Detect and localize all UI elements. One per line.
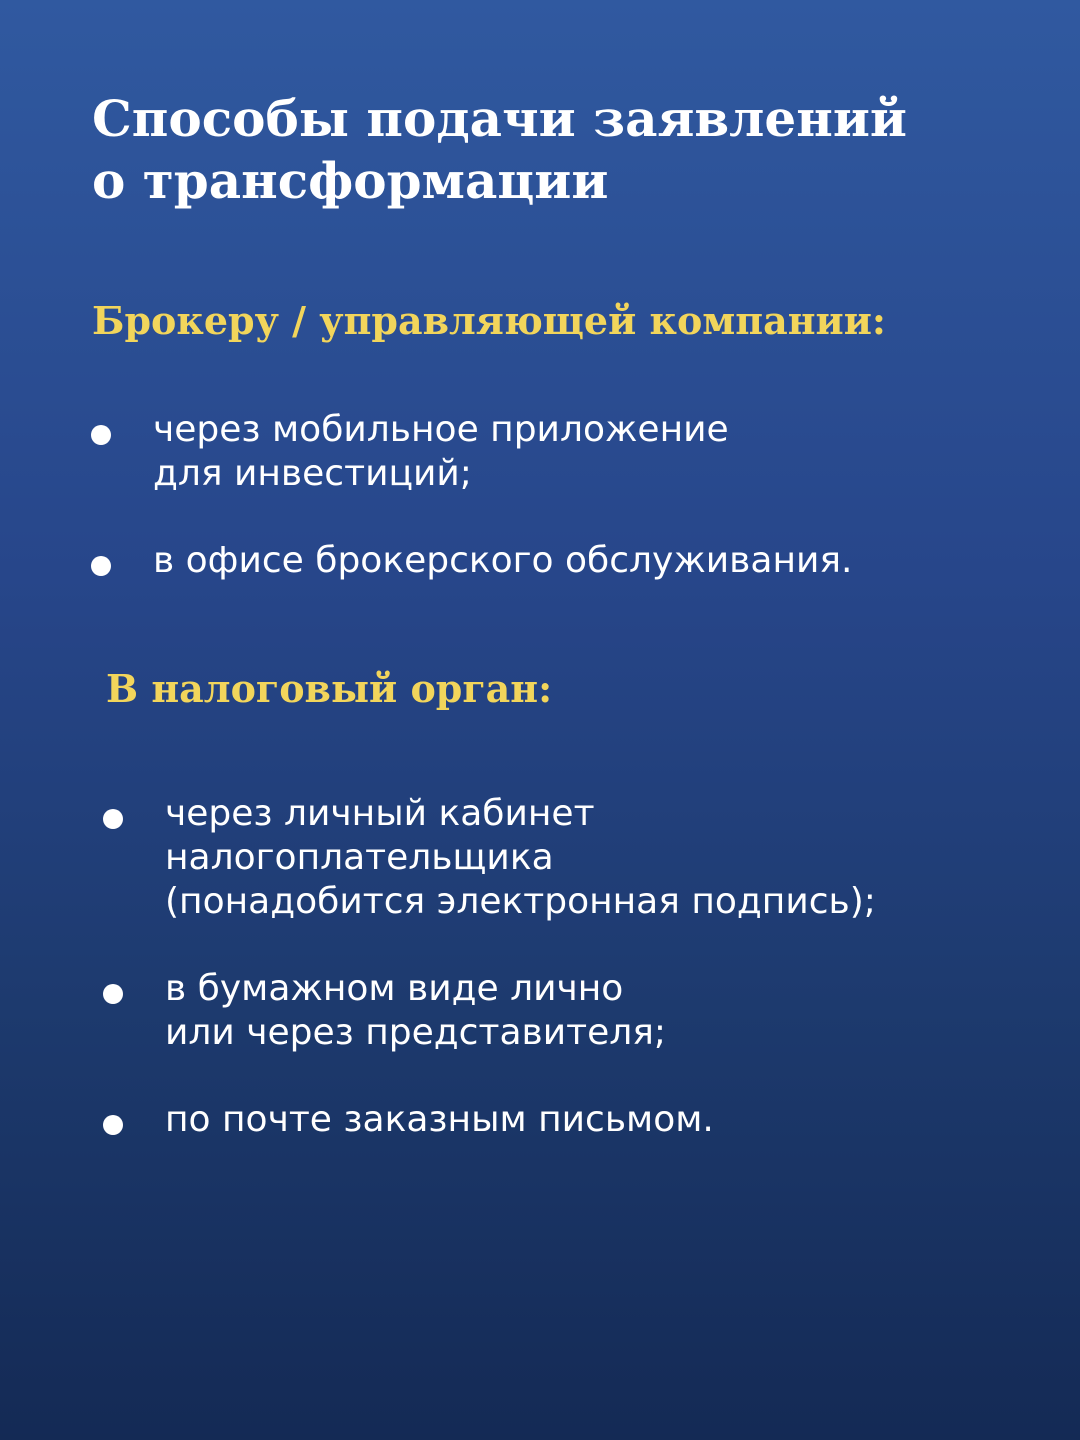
- bullet-icon: [103, 984, 123, 1004]
- section-heading-broker: Брокеру / управляющей компании:: [92, 298, 886, 343]
- list-item-line: по почте заказным письмом.: [165, 1099, 714, 1140]
- list-item-mobile-app: [153, 408, 729, 496]
- title-line-2: о трансформации: [92, 151, 609, 210]
- list-item-line: (понадобится электронная подпись);: [165, 881, 876, 922]
- page-title: [92, 88, 907, 212]
- list-item-line: для инвестиций;: [153, 453, 472, 494]
- list-item-line: через мобильное приложение: [153, 409, 729, 450]
- bullet-icon: [103, 1115, 123, 1135]
- list-item-personal-account: [165, 792, 876, 924]
- list-item-line: или через представителя;: [165, 1012, 667, 1053]
- section-heading-tax-office: В налоговый орган:: [106, 666, 553, 711]
- list-item-paper-form: [165, 967, 666, 1055]
- list-item-line: через личный кабинет: [165, 793, 595, 834]
- bullet-icon: [91, 425, 111, 445]
- title-line-1: Способы подачи заявлений: [92, 89, 907, 148]
- list-item-registered-mail: [165, 1098, 714, 1142]
- list-item-broker-office: [153, 539, 853, 583]
- list-item-line: в офисе брокерского обслуживания.: [153, 540, 853, 581]
- bullet-icon: [91, 556, 111, 576]
- bullet-icon: [103, 809, 123, 829]
- list-item-line: в бумажном виде лично: [165, 968, 624, 1009]
- list-item-line: налогоплательщика: [165, 837, 554, 878]
